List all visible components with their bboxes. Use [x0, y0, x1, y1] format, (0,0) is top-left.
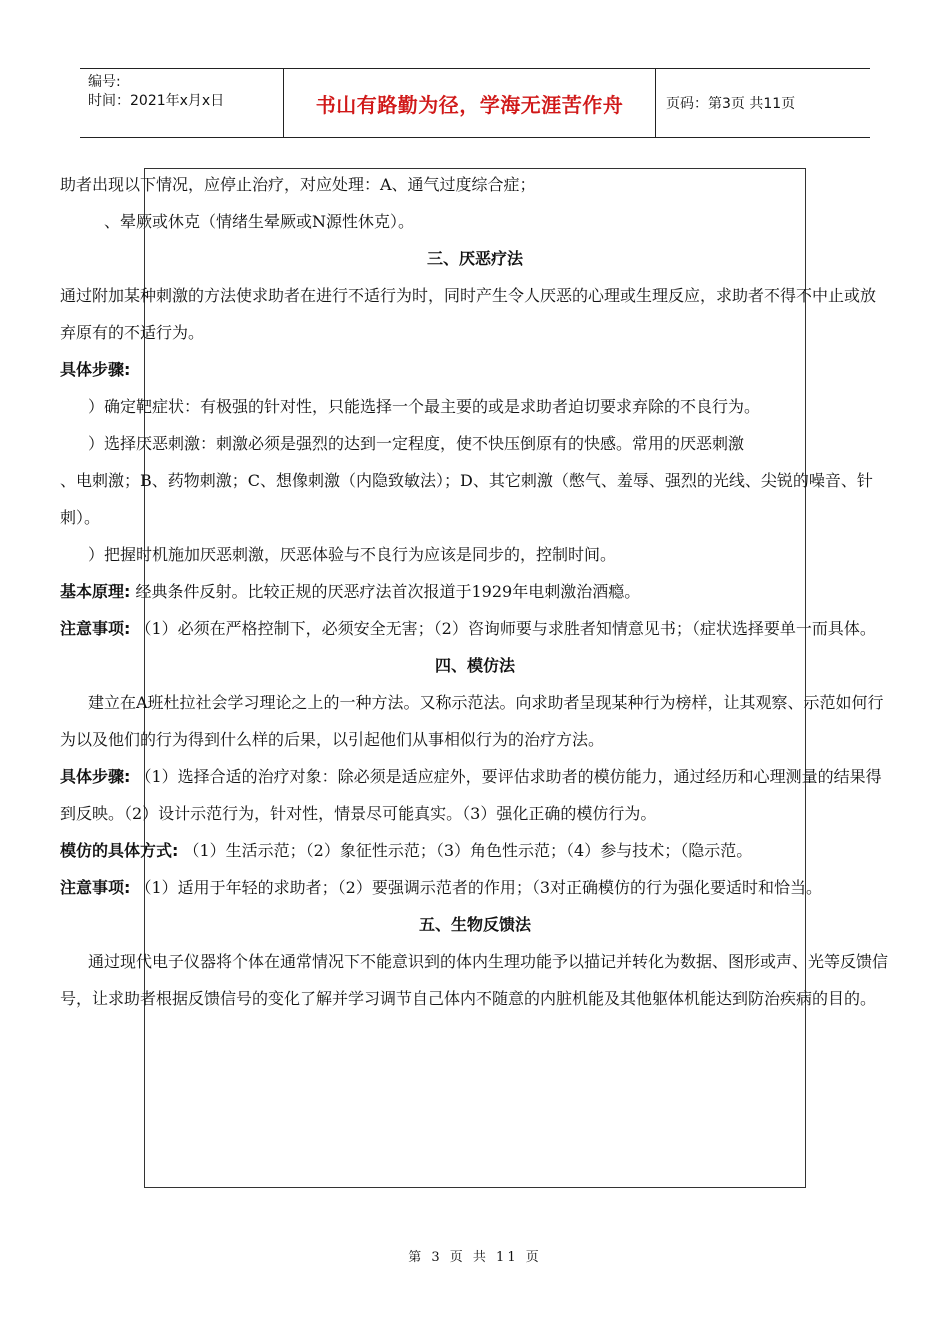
paragraph: 通过现代电子仪器将个体在通常情况下不能意识到的体内生理功能予以描记并转化为数据、图形或声、光等反馈信号，让求助者根据反馈信号的变化了解并学习调节自己体内不随意的内脏机能及其他躯体机能达到防治疾病的目的。	[60, 952, 889, 1008]
label: 模仿的具体方式:	[60, 841, 179, 860]
header-motto-cell	[283, 69, 656, 137]
step-item: ）选择厌恶刺激：刺激必须是强烈的达到一定程度，使不快压倒原有的快感。常用的厌恶刺激	[88, 434, 745, 453]
page-header	[80, 68, 870, 138]
document-body	[60, 166, 890, 1017]
paragraph: 、晕厥或休克（情绪生晕厥或N源性休克）。	[104, 212, 415, 231]
paragraph: （1）必须在严格控制下，必须安全无害；（2）咨询师要与求胜者知情意见书；（症状选择要单一而具体。	[135, 619, 876, 638]
label: 基本原理:	[60, 582, 131, 601]
paragraph: （1）生活示范；（2）象征性示范；（3）角色性示范；（4）参与技术；（隐示范。	[183, 841, 753, 860]
header-meta	[80, 69, 283, 137]
label: 具体步骤:	[60, 360, 131, 379]
label: 注意事项:	[60, 619, 131, 638]
section-heading: 四、模仿法	[434, 656, 515, 675]
section-heading: 五、生物反馈法	[418, 915, 531, 934]
label: 具体步骤:	[60, 767, 131, 786]
label: 注意事项:	[60, 878, 131, 897]
motto: 书山有路勤为径，学海无涯苦作舟	[315, 92, 624, 117]
paragraph: 助者出现以下情况，应停止治疗，对应处理：A、通气过度综合症；	[60, 175, 536, 194]
time-label: 时间：2021年x月x日	[88, 93, 225, 109]
header-page-cell	[656, 69, 870, 137]
page-footer: 第 3 页 共 11 页	[408, 1250, 542, 1265]
step-item-continued: 、电刺激；B、药物刺激；C、想像刺激（内隐致敏法）；D、其它刺激（憋气、羞辱、强烈的光线、尖锐的噪音、针刺）。	[60, 471, 873, 527]
page-info: 页码：第3页 共11页	[666, 96, 796, 112]
step-item: ）把握时机施加厌恶刺激，厌恶体验与不良行为应该是同步的，控制时间。	[88, 545, 617, 564]
paragraph: （1）选择合适的治疗对象：除必须是适应症外，要评估求助者的模仿能力，通过经历和心理测量的结果得到反映。（2）设计示范行为，针对性，情景尽可能真实。（3）强化正确的模仿行为。	[60, 767, 882, 823]
step-item: ）确定靶症状：有极强的针对性，只能选择一个最主要的或是求助者迫切要求弃除的不良行为。	[88, 397, 761, 416]
paragraph: （1）适用于年轻的求助者；（2）要强调示范者的作用；（3对正确模仿的行为强化要适时和恰当。	[135, 878, 823, 897]
paragraph: 通过附加某种刺激的方法使求助者在进行不适行为时，同时产生令人厌恶的心理或生理反应，求助者不得不中止或放弃原有的不适行为。	[60, 286, 877, 342]
doc-number-label: 编号:	[88, 74, 121, 90]
paragraph: 建立在A班杜拉社会学习理论之上的一种方法。又称示范法。向求助者呈现某种行为榜样，让其观察、示范如何行为以及他们的行为得到什么样的后果，以引起他们从事相似行为的治疗方法。	[60, 693, 884, 749]
paragraph: 经典条件反射。比较正规的厌恶疗法首次报道于1929年电刺激治酒瘾。	[135, 582, 641, 601]
section-heading: 三、厌恶疗法	[426, 249, 523, 268]
